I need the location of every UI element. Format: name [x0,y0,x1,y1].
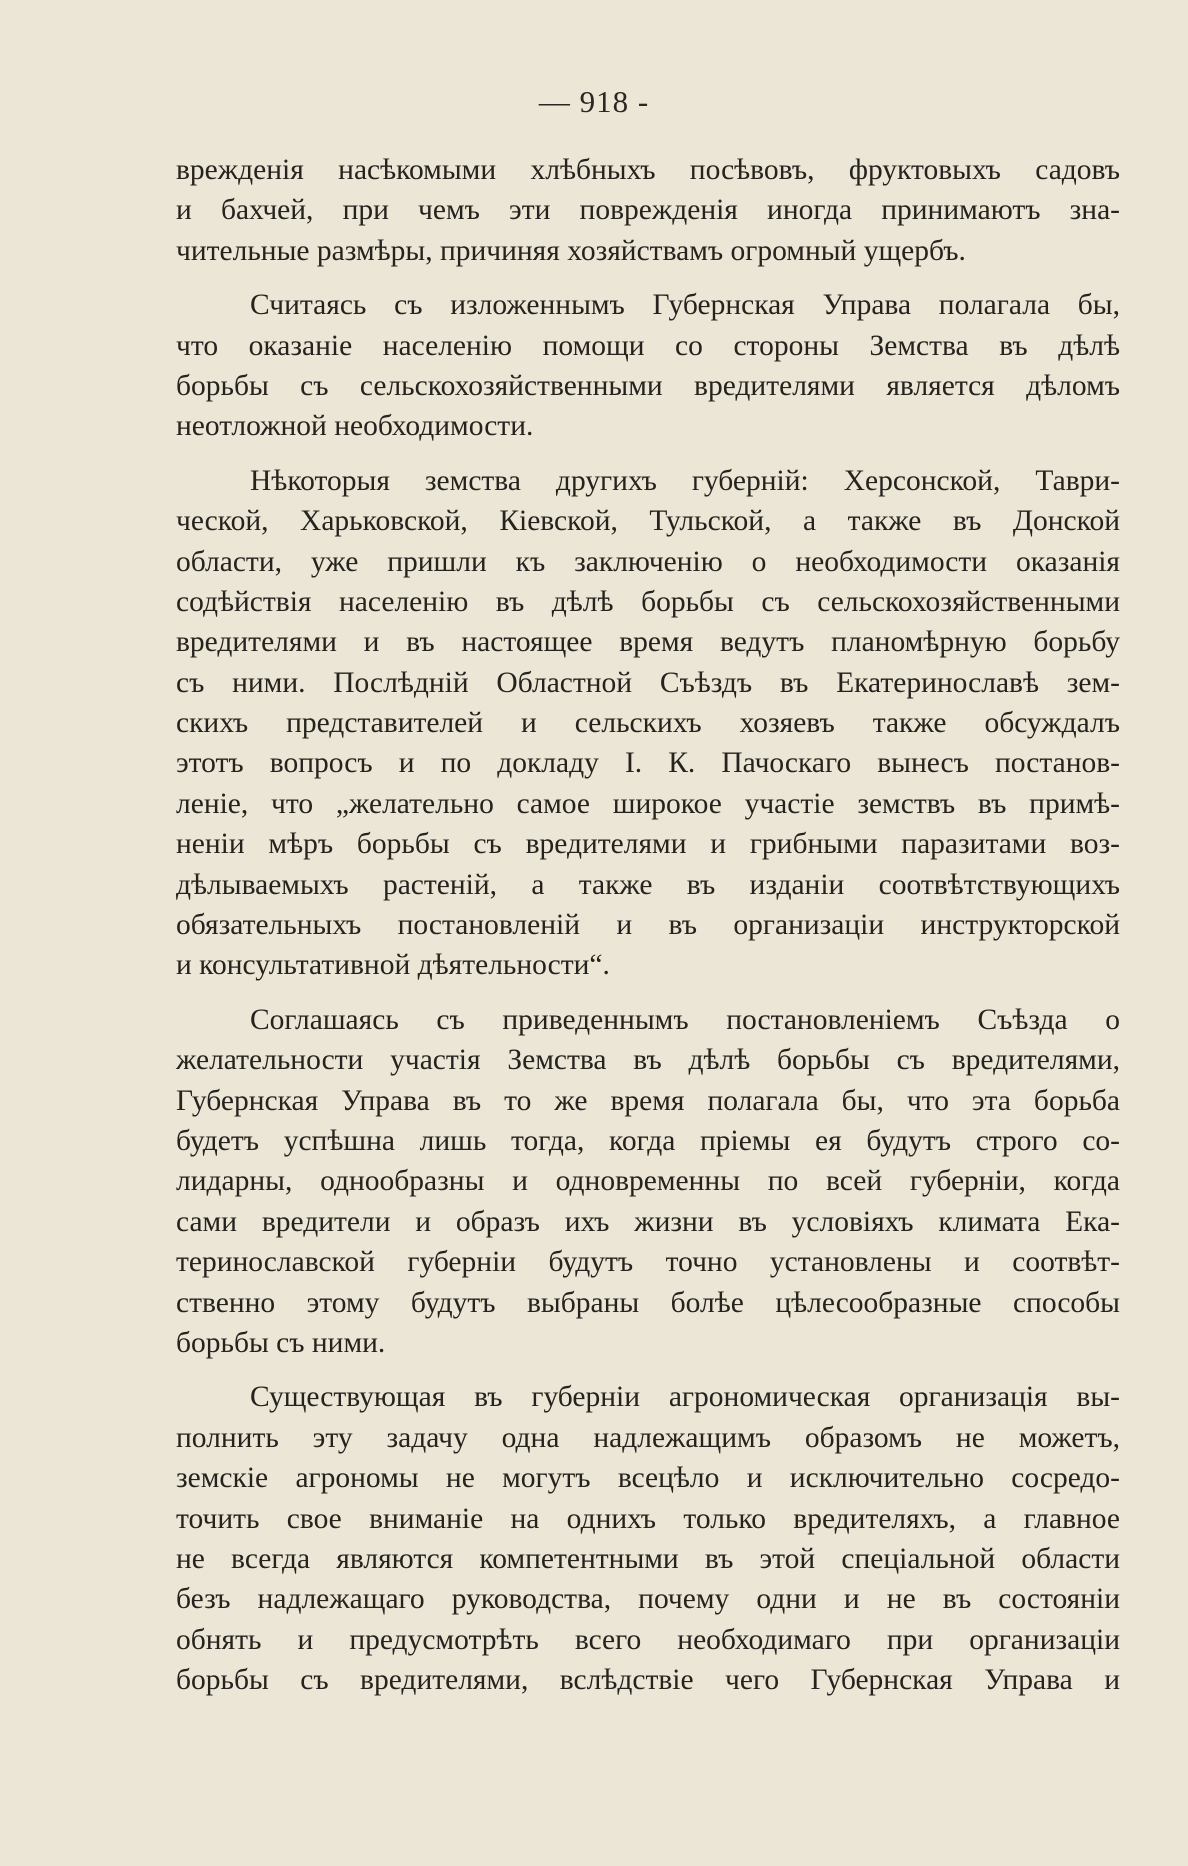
text-line: и консультативной дѣятельности“. [176,949,610,982]
paragraph-4 [176,1000,1120,1364]
text-line: Считаясь съ изложеннымъ Губернская Управа полагала бы, [250,289,1120,322]
text-line: скихъ представителей и сельскихъ хозяевъ также обсуждалъ [176,707,1120,740]
page-number: — 918 - [538,84,650,119]
text-line: ственно этому будутъ выбраны болѣе цѣлесообразные способы [176,1286,1120,1319]
text-line: обнять и предусмотрѣть всего необходимаго при организаціи [176,1623,1120,1656]
text-line: чительные размѣры, причиняя хозяйствамъ огромный ущербъ. [176,234,966,267]
text-line: дѣлываемыхъ растеній, а также въ изданіи соотвѣтствующихъ [176,868,1120,901]
text-line: земскіе агрономы не могутъ всецѣло и исключительно сосредо- [176,1462,1120,1495]
text-line: желательности участія Земства въ дѣлѣ борьбы съ вредителями, [176,1044,1120,1077]
text-line: будетъ успѣшна лишь тогда, когда пріемы ея будутъ строго со- [176,1124,1120,1157]
text-line: области, уже пришли къ заключенію о необходимости оказанія [176,545,1120,578]
text-line: сами вредители и образъ ихъ жизни въ условіяхъ климата Ека- [176,1205,1120,1238]
text-line: леніе, что „желательно самое широкое участіе земствъ въ примѣ- [176,787,1120,820]
text-line: Нѣкоторыя земства другихъ губерній: Херсонской, Таври- [250,464,1120,497]
text-line: борьбы съ вредителями, вслѣдствіе чего Губернская Управа и [176,1664,1120,1697]
text-line: теринославской губерніи будутъ точно установлены и соотвѣт- [176,1246,1120,1279]
paragraph-2 [176,285,1120,447]
text-line: лидарны, однообразны и одновременны по всей губерніи, когда [176,1165,1120,1198]
text-line: что оказаніе населенію помощи со стороны Земства въ дѣлѣ [176,329,1120,362]
text-line: и бахчей, при чемъ эти поврежденія иногда принимаютъ зна- [176,194,1120,227]
text-line: Губернская Управа въ то же время полагала бы, что эта борьба [176,1084,1120,1117]
paragraph-5 [176,1377,1120,1700]
text-line: ческой, Харьковской, Кіевской, Тульской, а также въ Донской [176,505,1120,538]
text-line: неніи мѣръ борьбы съ вредителями и грибными паразитами воз- [176,828,1120,861]
text-line: врежденія насѣкомыми хлѣбныхъ посѣвовъ, фруктовыхъ садовъ [176,154,1120,186]
text-line: этотъ вопросъ и по докладу І. К. Пачоскаго вынесъ постанов- [176,747,1120,780]
text-line: неотложной необходимости. [176,410,534,443]
text-line: вредителями и въ настоящее время ведутъ планомѣрную борьбу [176,626,1120,659]
text-line: борьбы съ сельскохозяйственными вредителями является дѣломъ [176,369,1120,402]
text-line: полнить эту задачу одна надлежащимъ образомъ не можетъ, [176,1421,1120,1454]
text-line: обязательныхъ постановленій и въ организаціи инструкторской [176,909,1120,942]
text-line: содѣйствія населенію въ дѣлѣ борьбы съ сельскохозяйственными [176,585,1120,618]
text-line: Соглашаясь съ приведеннымъ постановленіемъ Съѣзда о [250,1003,1120,1036]
text-line: съ ними. Послѣдній Областной Съѣздъ въ Екатеринославѣ зем- [176,666,1120,699]
text-line: безъ надлежащаго руководства, почему одни и не въ состояніи [176,1583,1120,1616]
paragraph-1 [176,150,1120,271]
paragraph-3 [176,461,1120,986]
text-line: борьбы съ ними. [176,1326,386,1359]
text-line: Существующая въ губерніи агрономическая организація вы- [250,1381,1120,1414]
text-line: не всегда являются компетентными въ этой спеціальной области [176,1542,1120,1575]
body-text [176,150,1120,1700]
text-line: точить свое вниманіе на однихъ только вредителяхъ, а главное [176,1502,1120,1535]
